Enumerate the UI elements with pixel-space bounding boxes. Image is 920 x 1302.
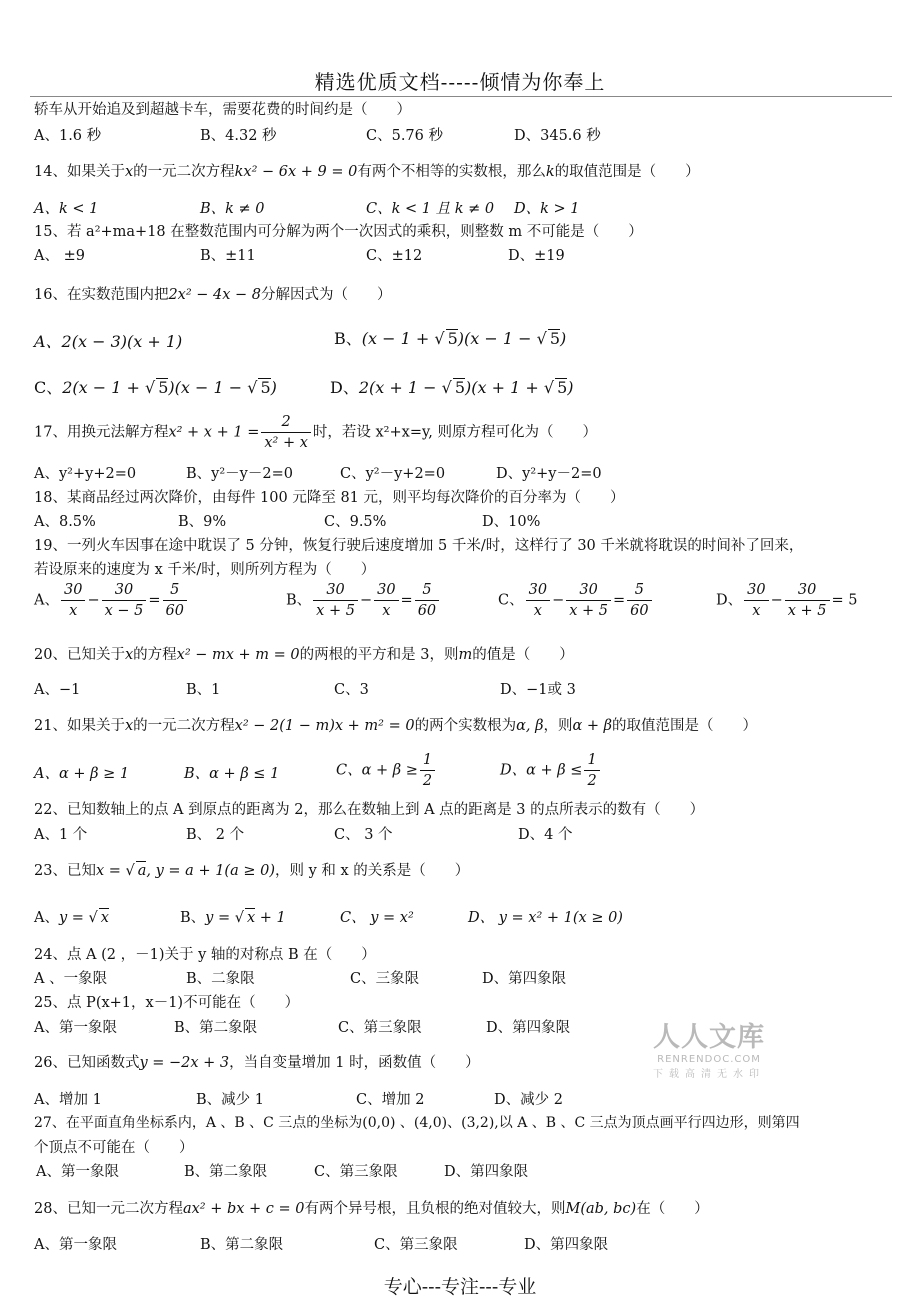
q21-option-d: D、α + β ≤ $\frac{1}{2}$ — [500, 750, 602, 791]
q23-option-d: D、 y = x² + 1(x ≥ 0) — [468, 910, 623, 926]
header-divider — [30, 96, 892, 97]
q17-fraction: $\frac{2}{\text{x² + x}}$ — [261, 412, 311, 453]
q14-option-b: B、k ≠ 0 — [200, 201, 265, 217]
q19-option-c: C、 $\frac{30}{x}$ − $\frac{30}{x + 5}$ = $\frac{5}{60}$ — [498, 580, 654, 621]
q18-stem: 18、某商品经过两次降价，由每件 100 元降至 81 元，则平均每次降价的百分率为（ ） — [34, 490, 625, 506]
q21-option-a: A、α + β ≥ 1 — [34, 766, 130, 782]
q27-option-c: C、第三象限 — [314, 1164, 398, 1180]
q13-option-a: A、1.6 秒 — [34, 128, 102, 144]
q18-option-c: C、9.5% — [324, 514, 387, 530]
q24-option-a: A 、一象限 — [34, 971, 108, 987]
q19-option-b: B、 $\frac{30}{x + 5}$ − $\frac{30}{x}$ = $\frac{5}{60}$ — [286, 580, 441, 621]
q16-stem: 16、在实数范围内把2x² − 4x − 8分解因式为（ ） — [34, 287, 392, 303]
q14-stem: 14、如果关于x的一元二次方程kx² − 6x + 9 = 0有两个不相等的实数根，那么k的取值范围是（ ） — [34, 164, 700, 180]
q17-option-b: B、y²－y－2=0 — [186, 466, 293, 482]
q24-option-b: B、二象限 — [186, 971, 255, 987]
q22-option-b: B、 2 个 — [186, 827, 245, 843]
q27-option-b: B、第二象限 — [184, 1164, 268, 1180]
q24-option-d: D、第四象限 — [482, 971, 567, 987]
q25-option-a: A、第一象限 — [34, 1020, 117, 1036]
q15-option-b: B、±11 — [200, 248, 256, 264]
q18-option-b: B、9% — [178, 514, 227, 530]
q13-option-c: C、5.76 秒 — [366, 128, 443, 144]
q16-option-c: C、2(x − 1 + √ 5)(x − 1 − √ 5) — [34, 378, 277, 397]
q24-option-c: C、三象限 — [350, 971, 420, 987]
q14-option-a: A、k < 1 — [34, 201, 99, 217]
q28-option-c: C、第三象限 — [374, 1237, 458, 1253]
q27-option-d: D、第四象限 — [444, 1164, 529, 1180]
q14-option-c: C、k < 1 且 k ≠ 0 — [366, 201, 495, 217]
q23-option-b: B、y = √ x + 1 — [180, 910, 286, 926]
q13-option-d: D、345.6 秒 — [514, 128, 601, 144]
q17-option-d: D、y²+y－2=0 — [496, 466, 602, 482]
q19-option-a: A、 $\frac{30}{x}$ − $\frac{30}{x - 5}$ = $\frac{5}{60}$ — [34, 580, 189, 621]
watermark-logo: 人人文库 RENRENDOC.COM 下载高清无水印 — [653, 1022, 765, 1080]
q17-option-a: A、y²+y+2=0 — [34, 466, 137, 482]
q16-option-a: A、2(x − 3)(x + 1) — [34, 332, 183, 351]
q26-option-b: B、减少 1 — [196, 1092, 264, 1108]
q16-option-b: B、(x − 1 + √ 5)(x − 1 − √ 5) — [334, 329, 567, 348]
q21-option-c: C、α + β ≥ $\frac{1}{2}$ — [336, 750, 437, 791]
q28-option-a: A、第一象限 — [34, 1237, 117, 1253]
q16-option-d: D、2(x + 1 − √ 5)(x + 1 + √ 5) — [330, 378, 574, 397]
q13-stem: 轿车从开始追及到超越卡车，需要花费的时间约是（ ） — [34, 102, 411, 118]
q26-stem: 26、已知函数式y = −2x + 3，当自变量增加 1 时，函数值（ ） — [34, 1055, 480, 1071]
q17-option-c: C、y²－y+2=0 — [340, 466, 446, 482]
q15-stem: 15、若 a²+ma+18 在整数范围内可分解为两个一次因式的乘积，则整数 m 不可能是（ ） — [34, 224, 643, 240]
q13-option-b: B、4.32 秒 — [200, 128, 277, 144]
q21-option-b: B、α + β ≤ 1 — [184, 766, 280, 782]
q22-stem: 22、已知数轴上的点 A 到原点的距离为 2，那么在数轴上到 A 点的距离是 3 的点所表示的数有（ ） — [34, 802, 705, 818]
q19-option-d: D、 $\frac{30}{x}$ − $\frac{30}{x + 5}$ = 5 — [716, 582, 858, 619]
q26-option-c: C、增加 2 — [356, 1092, 425, 1108]
q21-stem: 21、如果关于x的一元二次方程x² − 2(1 − m)x + m² = 0的两个实数根为α, β，则α + β的取值范围是（ ） — [34, 718, 758, 734]
q27-stem-line1: 27、在平面直角坐标系内，A 、B 、C 三点的坐标为(0,0) 、(4,0)、(3,2),以 A 、B 、C 三点为顶点画平行四边形，则第四 — [34, 1115, 800, 1131]
q15-option-a: A、 ±9 — [34, 248, 85, 264]
q27-option-a: A、第一象限 — [36, 1164, 119, 1180]
q28-stem: 28、已知一元二次方程ax² + bx + c = 0有两个异号根，且负根的绝对值较大，则M(ab, bc)在（ ） — [34, 1201, 709, 1217]
q23-stem: 23、已知x = √ a, y = a + 1(a ≥ 0)，则 y 和 x 的关系是（ ） — [34, 863, 470, 879]
q25-option-b: B、第二象限 — [174, 1020, 258, 1036]
page-header: 精选优质文档-----倾情为你奉上 — [314, 70, 606, 94]
q25-option-c: C、第三象限 — [338, 1020, 422, 1036]
q22-option-c: C、 3 个 — [334, 827, 393, 843]
q15-option-d: D、±19 — [508, 248, 565, 264]
page-footer: 专心---专注---专业 — [383, 1276, 537, 1298]
q15-option-c: C、±12 — [366, 248, 423, 264]
q28-option-b: B、第二象限 — [200, 1237, 284, 1253]
q26-option-a: A、增加 1 — [34, 1092, 102, 1108]
q20-stem: 20、已知关于x的方程x² − mx + m = 0的两根的平方和是 3，则m的值是（ ） — [34, 647, 574, 663]
q20-option-d: D、−1或 3 — [500, 682, 576, 698]
q28-option-d: D、第四象限 — [524, 1237, 609, 1253]
q25-option-d: D、第四象限 — [486, 1020, 571, 1036]
q25-stem: 25、点 P(x+1，x－1)不可能在（ ） — [34, 995, 300, 1011]
q20-option-a: A、−1 — [34, 682, 81, 698]
q14-option-d: D、k > 1 — [514, 201, 580, 217]
q17-stem: 17、用换元法解方程x² + x + 1 = $\frac{2}{\text{x² + x}}$ 时，若设 x²+x=y, 则原方程可化为（ ） — [34, 414, 597, 451]
q22-option-a: A、1 个 — [34, 827, 88, 843]
q27-stem-line2: 个顶点不可能在（ ） — [34, 1140, 194, 1156]
q18-option-a: A、8.5% — [34, 514, 96, 530]
q26-option-d: D、减少 2 — [494, 1092, 563, 1108]
q23-option-a: A、y = √ x — [34, 910, 109, 926]
q24-stem: 24、点 A (2 ，－1)关于 y 轴的对称点 B 在（ ） — [34, 947, 376, 963]
q22-option-d: D、4 个 — [518, 827, 573, 843]
q19-stem-line2: 若设原来的速度为 x 千米/时，则所列方程为（ ） — [34, 562, 376, 578]
q23-option-c: C、 y = x² — [340, 910, 414, 926]
q18-option-d: D、10% — [482, 514, 541, 530]
q19-stem-line1: 19、一列火车因事在途中耽误了 5 分钟，恢复行驶后速度增加 5 千米/时，这样行了 30 千米就将耽误的时间补了回来， — [34, 538, 804, 554]
q20-option-b: B、1 — [186, 682, 221, 698]
q20-option-c: C、3 — [334, 682, 369, 698]
